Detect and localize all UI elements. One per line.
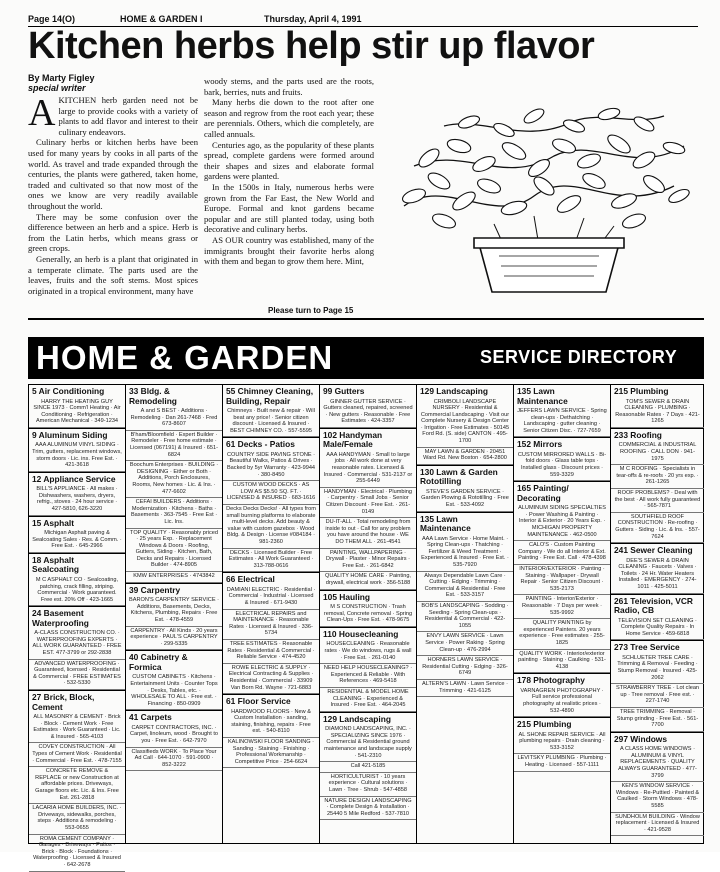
article-column-2: [204, 76, 374, 267]
directory-listing: Decks Decks Decks! · All types from small burning platforms to elaborate multi-level decks. Add beauty & value with custom gazebos · Wood Bldg. & Design · License #084184 · 981-2360: [223, 505, 319, 549]
directory-listing: CUSTOM CABINETS · Kitchens · Entertainment Units · Counter Tops · Desks, Tables, etc. · WHOLESALE TO ALL · Free est. · Financing · 850-0909: [126, 673, 222, 710]
directory-category: 178 Photography: [514, 673, 610, 687]
directory-category: 273 Tree Service: [611, 640, 704, 654]
banner-title: HOME & GARDEN: [36, 339, 334, 376]
directory-listing: M S CONSTRUCTION · Trash removal, Concrete removal · Spring Clean-Ups · Free Est. · 478-9675: [320, 603, 416, 627]
directory-category: 130 Lawn & Garden Rototilling: [417, 465, 513, 488]
directory-category: 41 Carpets: [126, 710, 222, 724]
directory-listing: ELECTRICAL REPAIRS and MAINTENANCE · Reasonable Rates · Licensed & Insured · 336-5734: [223, 610, 319, 640]
directory-category: 40 Cabinetry & Formica: [126, 650, 222, 673]
directory-category: 215 Plumbing: [614, 386, 669, 396]
directory-listing: AAA Lawn Service · Home Maint. · Spring Clean-ups · Thatching · Fertilizer & Weed Treatment · Experienced & Insured · Free Est. · 535-7920: [417, 535, 513, 572]
directory-category: 99 Gutters: [323, 386, 365, 396]
directory-listing: Classifieds WORK · To Place Your Ad Call · 644-1070 · 591-0900 · 852-3222: [126, 748, 222, 772]
directory-category: 12 Appliance Service: [29, 472, 125, 486]
directory-listing: BOB'S LANDSCAPING · Sodding · Seeding · Spring Clean-ups · Residential & Commercial · 422-1055: [417, 602, 513, 632]
directory-category: 39 Carpentry: [126, 583, 222, 597]
directory-listing: CALO'S · Custom Painting Company · We do all Interior & Ext. Painting · Free Est. Call · 478-4398: [514, 541, 610, 565]
paragraph: AKITCHEN herb garden need not be large to provide cooks with a variety of plants to add flavor and interest to their culinary endeavors.: [28, 92, 198, 137]
directory-listing: TOM'S SEWER & DRAIN CLEANING · PLUMBING · Reasonable Rates · 7 Days · 421-1265: [611, 398, 704, 428]
directory-listing: TREE TRIMMING · Removal · Stump grinding · Free Est. · 561-7700: [611, 708, 704, 732]
directory-listing: HARDWOOD FLOORS · New & Custom Installation · sanding, staining, finishing, repairs · Free est. · 540-8110: [223, 708, 319, 738]
directory-listing: CEFAI BUILDERS · Additions · Modernization · Kitchens · Baths · Basements · 363-7545 · Free Est · Lic. Ins.: [126, 498, 222, 528]
byline: [28, 73, 95, 93]
directory-category: 27 Brick, Block, Cement: [29, 690, 125, 713]
section-rule: [28, 318, 704, 320]
paragraph: In the 1500s in Italy, numerous herbs were grown from the Far East, the New World and Europe. Formal and knot gardens became popular and are still planted today, using both decorative and culinary herbs.: [204, 181, 374, 235]
directory-listing: ENVY LAWN SERVICE · Lawn Service · Power Raking · Spring Clean-up · 476-2994: [417, 632, 513, 656]
directory-listing: COVEY CONSTRUCTION · All Types of Cement Work · Residential · Commercial · Free Est. · 478-7155: [29, 743, 125, 767]
directory-category: 165 Painting/ Decorating: [514, 481, 610, 504]
headline: Kitchen herbs help stir up flavor: [28, 25, 595, 67]
directory-listing: CUSTOM WOOD DECKS · AS LOW AS $5.50 SQ. FT. · LICENSED & INSURED · 683-1616: [223, 481, 319, 505]
directory-listing: B'ham/Bloomfield · Expert Builder · Remodeler · Free home estimate · Licensed (067191) & Insured · 651-6824: [126, 431, 222, 461]
directory-listing: ROMA CEMENT COMPANY · Garages · Driveways · Patios · Brick · Block · Foundations · Waterproofing · Licensed & Insured · 642-2678: [29, 835, 125, 872]
paragraph: Centuries ago, as the popularity of these plants spread, complete gardens were formed around their shapes and sizes and elaborate formal gardens were planted.: [204, 139, 374, 182]
directory-listing: Call 421-5185: [320, 762, 416, 773]
article-column-1: [28, 92, 198, 296]
directory-listing: NEED HELP HOUSECLEANING? · Experienced & Reliable · With References · 469-5418: [320, 664, 416, 688]
directory-listing: LEVITSKY PLUMBING · Plumbing · Heating · Licensed · 557-1111: [514, 754, 610, 771]
directory-listing: DEE'S SEWER & DRAIN CLEANING · Faucets · Valves · Toilets · 24 Hr. Water Heaters Installed · EMERGENCY · 274-1011 · 425-5011: [611, 557, 704, 594]
directory-category: 261 Television, VCR Radio, CB: [611, 594, 704, 617]
directory-listing: M C ROOFING · Specialists in tear-offs & re-roofs · 20 yrs exp. · 261-1265: [611, 465, 704, 489]
directory-category: 15 Asphalt: [29, 516, 125, 530]
directory-category: 135 Lawn Maintenance: [517, 386, 568, 406]
directory-listing: AL SHONE REPAIR SERVICE · All plumbing repairs · Drain cleaning · 533-3152: [514, 731, 610, 755]
directory-listing: JEFFERS LAWN SERVICE · Spring clean-ups · Dethatching · Landscaping · gutter cleaning · Senior Citizen Disc. · 727-7659: [514, 407, 610, 437]
directory-category: 5 Air Conditioning: [32, 386, 105, 396]
directory-category: 18 Asphalt Sealcoating: [29, 553, 125, 576]
directory-listing: SUNDHOLM BUILDING · Window replacement · Licensed & Insured · 421-9528: [611, 813, 704, 837]
directory-listing: DECKS · Licensed Builder · Free Estimates · All Work Guaranteed · 313-788-0616: [223, 549, 319, 573]
directory-listing: QUALITY WORK · Interior/exterior painting · Staining · Caulking · 531-4138: [514, 650, 610, 674]
directory-listing: AAA HANDYMAN · Small to large jobs · All work done at very reasonable rates. Licensed & Insured · Commercial · 531-2137 or 255-6449: [320, 451, 416, 488]
directory-column: [611, 385, 704, 843]
directory-listing: M C ASPHALT CO · Sealcoating, patching, crack filling, striping. Commercial · Work guaranteed. Free est. 20% Off · 423-1665: [29, 576, 125, 606]
directory-listing: ROWE ELECTRIC & SUPPLY · Electrical Contracting & Supplies · Residential · Commercial · 33909 Van Born Rd. Wayne · 721-6883: [223, 664, 319, 694]
directory-listing: KMW ENTERPRISES · 4743842: [126, 572, 222, 583]
directory-listing: SCHLUETER TREE CARE · Trimming & Removal · Feeding · Stump Removal · Insured · 425-2062: [611, 654, 704, 684]
directory-listing: COMMERCIAL & INDUSTRIAL ROOFING · CALL DON · 941-1975: [611, 441, 704, 465]
directory-listing: QUALITY HOME CARE · Painting, drywall, electrical work · 356-5188: [320, 572, 416, 589]
herb-pot-illustration: [384, 86, 700, 296]
directory-listing: DIAMOND LANDSCAPING, INC. · SPECIALIZING SINCE 1976 · Commercial & Residential ground maintenance and landscape supply · 541-2310: [320, 725, 416, 762]
directory-listing: TOP QUALITY · Reasonably priced · 25 years Exp. · Replacement Windows & Doors · Roofing, Gutters, Siding · Kitchen, Bath, Decks and Repairs · Licensed Builder · 474-8905: [126, 529, 222, 573]
directory-category: 33 Bldg. & Remodeling: [129, 386, 177, 406]
paragraph: Culinary herbs or kitchen herbs have been used for many years by cooks in all parts of the world. As travel and trade expanded through the centuries, the plants were gathered, taken home, traded and cultivated so that now most of the ones we know are very readily available throughout the world.: [28, 137, 198, 211]
directory-listing: CUSTOM MIRRORED WALLS · Bi-fold doors · Glass table tops · Installed glass · Discount prices · 559-3329: [514, 451, 610, 481]
issue-date: Thursday, April 4, 1991: [264, 14, 362, 24]
drop-cap: A: [28, 92, 56, 134]
directory-category: 241 Sewer Cleaning: [611, 543, 704, 557]
directory-category: 102 Handyman Male/Female: [320, 428, 416, 451]
directory-listing: CARPET CONTRACTORS, INC. · Carpet, linoleum, wood · Brought to you · Free Est. · 642-7970: [126, 724, 222, 748]
directory-listing: Boochum Enterprises · BUILDING · DESIGNING · Either or Both · Additions, Porch Enclosures, Rooms, New homes · Lic. & Ins. · 477-6602: [126, 461, 222, 498]
directory-listing: HANDYMAN · Electrical · Plumbing · Carpentry · Small Jobs · Senior Citizen Discount · Free Est. · 261-0149: [320, 488, 416, 518]
directory-listing: BILL'S APPLIANCE · All makes · Dishwashers, washers, dryers, refrig., stoves · 24 hour service · 427-5810, 626-3220: [29, 485, 125, 515]
directory-listing: RESIDENTIAL & MODEL HOME CLEANING · Experienced & Insured · Free Est. · 464-2045: [320, 688, 416, 712]
directory-listing: SOUTHFIELD ROOF CONSTRUCTION · Re-roofing · Gutters · Siding · Lic. & Ins. · 557-7624: [611, 513, 704, 543]
directory-listing: ALTERN'S LAWN · Lawn Service · Trimming · 421-6125: [417, 680, 513, 697]
directory-category: 66 Electrical: [223, 572, 319, 586]
directory-listing: TELEVISION SET CLEANING · Complete Quality Repairs · In Home Service · 459-6818: [611, 617, 704, 641]
section-name: HOME & GARDEN I: [120, 14, 203, 24]
directory-listing: Michigan Asphalt paving & Sealcoating Sales · Res. & Comm. · Free Est. · 645-2966: [29, 529, 125, 553]
directory-listing: QUALITY PAINTING by experienced Painters. 20 years experience · Free estimates · 255-1825: [514, 619, 610, 649]
directory-category: 297 Windows: [611, 732, 704, 746]
page-number: Page 14(O): [28, 14, 76, 24]
directory-listing: PAINTING · Interior/Exterior · Reasonable · 7 Days per week · 535-9992: [514, 595, 610, 619]
directory-listing: STRAWBERRY TREE · Lot clean up · Tree removal · Free est. · 227-1740: [611, 684, 704, 708]
directory-listing: ROOF PROBLEMS? · Deal with the best · All work fully guaranteed · 565-7871: [611, 489, 704, 513]
directory-listing: CARPENTRY · All Kinds · 20 years experience · PAUL'S CARPENTRY · 299-5335: [126, 627, 222, 651]
directory-listing: NATURE DESIGN LANDSCAPING · Complete Design & Installation · 25440 5 Mile Redford · 537-7810: [320, 797, 416, 821]
directory-listing: INTERIOR/EXTERIOR · Painting · Staining · Wallpaper · Drywall Repair · Senior Citizen Discount · 535-2173: [514, 565, 610, 595]
directory-listing: A and S BEST · Additions · Remodeling · Dan 261-7468 · Fred 673-8607: [126, 407, 222, 431]
directory-category: 24 Basement Waterproofing: [29, 606, 125, 629]
paragraph: Many herbs die down to the root after one season and regrow from the root each year; these are perennials. Others, which die completely, are called annuals.: [204, 97, 374, 139]
directory-listing: HORNERS LAWN SERVICE · Residential Cutting · Edging · 326-6749: [417, 656, 513, 680]
directory-listing: LACARIA HOME BUILDERS, INC. · Driveways, sidewalks, porches, steps · Additions & remodeling · 553-0655: [29, 804, 125, 834]
directory-listing: HOUSECLEANING · Reasonable rates · We do windows, rugs & wall · Free Est. · 261-0140: [320, 640, 416, 664]
directory-listing: KEN'S WINDOW SERVICE · Windows · Re-Puttied · Painted & Caulked · Storm Windows · 478-5585: [611, 782, 704, 812]
directory-listing: GINNER GUTTER SERVICE · Gutters cleaned, repaired, screened · New gutters · Reasonable · Free Estimates · 424-3357: [320, 398, 416, 428]
directory-category: 55 Chimney Cleaning, Building, Repair: [226, 386, 314, 406]
byline-name: By Marty Figley: [28, 73, 95, 83]
directory-category: 152 Mirrors: [514, 437, 610, 451]
directory-listing: PAINTING, WALLPAPERING · Drywall · Plaster · Minor Repairs · Free Est. · 261-6842: [320, 549, 416, 573]
directory-listing: TREE ESTIMATES · Reasonable Rates · Residential & Commercial · Reliable Service · 474-4520: [223, 640, 319, 664]
service-directory: [28, 384, 704, 868]
directory-column: [126, 385, 223, 843]
directory-listing: DU-IT-ALL · Total remodeling from inside to out · Call for any problem you have around the house · WE DO THEM ALL · 261-4541: [320, 518, 416, 548]
directory-listing: CRIMBOLI LANDSCAPE NURSERY · Residential & Commercial Landscaping · Visit our Complete Nursery & Design Center · Irrigation · Free Estimates · 50145 Ford Rd. (S. side) CANTON · 495-1700: [417, 398, 513, 448]
jump-line: Please turn to Page 15: [268, 306, 354, 315]
directory-listing: COUNTRY SIDE PAVING STONE · Beautiful Walks, Patios & Drives · Backed by 5yr Warranty · 423-9944 · 380-8450: [223, 451, 319, 481]
directory-category: 129 Landscaping: [420, 386, 488, 396]
directory-column: [320, 385, 417, 843]
directory-category: 110 Housecleaning: [320, 627, 416, 641]
directory-listing: ALUMINUM SIDING SPECIALTIES · Power Washing & Painting · Interior & Exterior · 20 Years Exp. · MICHIGAN PROPERTY MAINTENANCE · 462-0500: [514, 504, 610, 541]
directory-listing: ALL MASONRY & CEMENT · Brick · Block · Cement Work · Free Estimates · Work Guaranteed · Lic. & Insured · 565-4103: [29, 713, 125, 743]
directory-listing: MAY LAWN & GARDEN · 20451 Ward Rd. New Boston · 654-2800: [417, 448, 513, 465]
directory-column: [29, 385, 126, 868]
paragraph: There may be some confusion over the difference between an herb and a spice. Herb is from the Latin herbs, which means grass or green crops.: [28, 211, 198, 254]
directory-column: [514, 385, 611, 843]
directory-category: 61 Decks - Patios: [223, 437, 319, 451]
directory-category: 233 Roofing: [611, 428, 704, 442]
directory-listing: Always Dependable Lawn Care · Cutting · Edging · Trimming · Commercial & Residential · Free Est. · 533-3157: [417, 572, 513, 602]
directory-column: [417, 385, 514, 843]
directory-listing: HORTICULTURIST · 10 years experience · Cultural solutions · Lawn · Tree · Shrub · 547-4858: [320, 773, 416, 797]
directory-category: 215 Plumbing: [514, 717, 610, 731]
directory-listing: AAA ALUMINUM VINYL SIDING · Trim, gutters, replacement windows, storm doors · Lic. ins. Free Est. · 421-3618: [29, 441, 125, 471]
paragraph: woody stems, and the parts used are the roots, bark, berries, nuts and fruits.: [204, 76, 374, 97]
directory-category: 9 Aluminum Siding: [29, 428, 125, 442]
directory-listing: CONCRETE REMOVE & REPLACE or new Construction at affordable prices. Driveways, Garage floors etc. Lic. & Ins. Free Est. 261-2818: [29, 767, 125, 804]
directory-listing: Chimneys · Built new & repair · Will beat any price! · Senior citizen discount · Licensed & Insured · BEST CHIMNEY CO. · 557-5595: [223, 407, 319, 437]
directory-listing: ADVANCED WATERPROOFING · Guaranteed, licensed · Residential & Commercial · FREE ESTIMATES · 532-5330: [29, 660, 125, 690]
directory-category: 61 Floor Service: [223, 694, 319, 708]
directory-column: [223, 385, 320, 843]
byline-role: special writer: [28, 83, 86, 93]
directory-listing: BARON'S CARPENTRY SERVICE · Additions, Basements, Decks, Kitchens, Plumbing, Repairs · Free Est. · 478-4559: [126, 596, 222, 626]
directory-category: 129 Landscaping: [320, 712, 416, 726]
directory-listing: A CLASS HOME WINDOWS · ALUMINUM & VINYL REPLACEMENTS · QUALITY ALWAYS GUARANTEED · 477-3799: [611, 745, 704, 782]
paragraph: Generally, an herb is a plant that originated in a temperate climate. The parts used are the leaves, fruits and the soft stems. Most spices originated in a tropical environment, many have: [28, 253, 198, 296]
directory-listing: STEVE'S GARDEN SERVICE · Garden Plowing & Rototilling · Free Est. · 533-4092: [417, 488, 513, 512]
directory-listing: DAMIANI ELECTRIC · Residential · Commercial · Industrial · Licensed & Insured · 671-9430: [223, 586, 319, 610]
directory-category: 105 Hauling: [320, 590, 416, 604]
directory-category: 135 Lawn Maintenance: [417, 512, 513, 535]
directory-listing: KALINOWSKI FLOOR SANDING · Sanding · Staining · Finishing · Professional Workmanship · Competitive Price · 254-6624: [223, 738, 319, 768]
banner-subtitle: SERVICE DIRECTORY: [480, 347, 678, 367]
directory-banner: [28, 337, 704, 379]
directory-listing: HARRY THE HEATING GUY SINCE 1973 · Comm'l Heating · Air Conditioning · Refrigeration · American Mechanical · 349-1234: [29, 398, 125, 428]
directory-listing: VARNAGREN PHOTOGRAPHY · Full service professional photography at realistic prices · 532-4890: [514, 687, 610, 717]
directory-listing: A-CLASS CONSTRUCTION CO. · WATERPROOFING EXPERTS · ALL WORK GUARANTEED · FREE EST. 477-3799 or 292-2838: [29, 629, 125, 659]
paragraph: AS OUR country was established, many of the immigrants brought their favorite herbs along with them and began to grow them here. Mint,: [204, 234, 374, 267]
